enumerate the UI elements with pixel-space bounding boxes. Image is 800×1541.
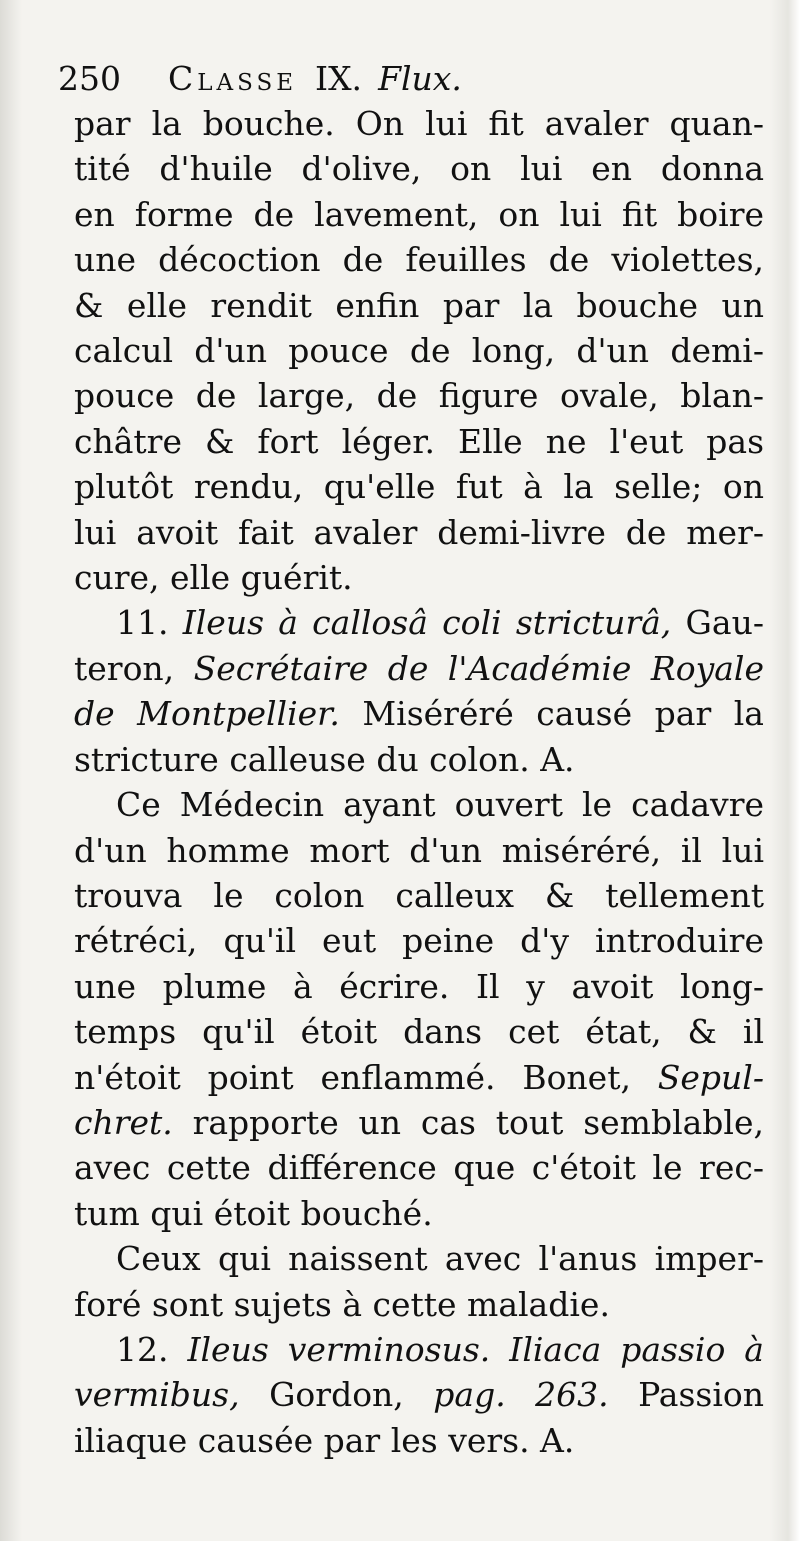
text-line: foré sont sujets à cette maladie. [74,1284,610,1324]
classe-label: Classe [168,59,298,98]
author-name: teron, [74,648,175,688]
running-title: Flux. [378,59,462,98]
entry-12-citation-line [74,1372,764,1417]
text-line: par la bouche. On lui fit avaler quan- [74,104,764,143]
scan-edge-right [770,0,800,1541]
text-line: Ceux qui naissent avec l'anus imper- [116,1239,764,1279]
text-span: rapporte un cas tout semblable, [192,1102,764,1142]
text-span: n'étoit point enflammé. Bonet, [74,1057,631,1097]
text-line: & elle rendit enfin par la bouche un [74,285,764,325]
author-title: Secrétaire de l'Académie Royale [193,648,764,688]
page-text [58,56,765,1463]
text-line: rétréci, qu'il eut peine d'y introduire [74,921,764,961]
text-line: iliaque causée par les vers. A. [74,1420,575,1460]
entry-number: 11. [116,603,169,643]
text-line: en forme de lavement, on lui fit boire [74,194,764,234]
latin-title: Iliaca passio à [509,1329,764,1369]
citation-title: Sepul- [657,1057,764,1097]
text-line: une plume à écrire. Il y avoit long- [74,966,764,1006]
french-title: Passion [638,1375,765,1415]
page-reference: pag. 263. [433,1375,609,1415]
latin-title: vermibus, [74,1375,240,1415]
text-line: tum qui étoit bouché. [74,1193,433,1233]
scan-edge-left [0,0,22,1541]
text-line: stricture calleuse du colon. A. [74,739,575,779]
text-line: Ce Médecin ayant ouvert le cadavre [116,785,764,825]
french-title: Miséréré causé par la [362,694,764,734]
classe-number: IX. [315,59,363,98]
entry-11-title-line [74,691,764,736]
citation-title: chret. [74,1102,173,1142]
text-line: plutôt rendu, qu'elle fut à la selle; on [74,467,764,507]
text-line: temps qu'il étoit dans cet état, & il [74,1012,764,1052]
text-line: une décoction de feuilles de violettes, [74,240,764,280]
text-line: cure, elle guérit. [74,558,353,598]
entry-11-heading [74,600,764,645]
text-line: d'un homme mort d'un miséréré, il lui [74,830,764,870]
entry-12-heading [74,1327,764,1372]
latin-title: Ileus verminosus. [187,1329,491,1369]
text-line: pouce de large, de figure ovale, blan- [74,376,764,416]
bonet-line [74,1055,764,1100]
text-line: trouva le colon calleux & tellement [74,875,764,915]
page-number: 250 [58,59,121,98]
text-line: calcul d'un pouce de long, d'un demi- [74,331,764,371]
chret-line [74,1100,764,1145]
text-line: châtre & fort léger. Elle ne l'eut pas [74,421,764,461]
text-line: lui avoit fait avaler demi-livre de mer- [74,512,764,552]
entry-11-author-line [74,646,764,691]
text-line: avec cette différence que c'étoit le rec- [74,1148,764,1188]
running-header [58,56,764,101]
author-name: Gau- [685,603,764,643]
author-title: de Montpellier. [74,694,340,734]
entry-number: 12. [116,1329,169,1369]
text-line: tité d'huile d'olive, on lui en donna [74,149,764,189]
author-name: Gordon, [269,1375,404,1415]
latin-title: Ileus à callosâ coli stricturâ, [182,603,672,643]
